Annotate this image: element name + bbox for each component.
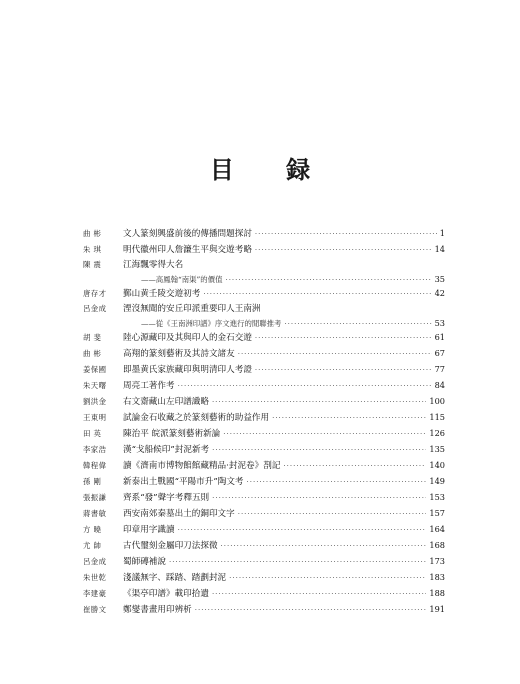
toc-page-number: 61 (434, 332, 445, 342)
toc-leader-dots (212, 442, 426, 458)
toc-title: ——從《王南洲印譜》序文進行的閒聯推考 (141, 319, 282, 328)
toc-author: 崔勝文 (83, 605, 107, 614)
toc-leader-dots (212, 586, 426, 602)
toc-author: 李建豪 (83, 589, 107, 598)
toc-row (83, 345, 445, 361)
toc-author: 朱天曙 (83, 381, 107, 390)
toc-leader-dots (212, 394, 426, 410)
toc-row (83, 377, 445, 393)
toc-row (83, 425, 445, 441)
toc-row (83, 553, 445, 569)
toc-leader-dots (284, 318, 431, 330)
toc-author: 王東明 (83, 413, 107, 422)
toc-row (83, 489, 445, 505)
toc-leader-dots (178, 378, 432, 394)
toc-page-number: 14 (434, 244, 445, 254)
toc-page-number: 126 (429, 428, 445, 438)
toc-page-number: 191 (429, 604, 445, 614)
toc-leader-dots (223, 426, 426, 442)
toc-author: 曲 彬 (83, 229, 102, 238)
toc-title: 湮沒無聞的安丘印派重要印人王南洲 (123, 304, 261, 314)
toc-title: 漢“戈船候印”封泥新考 (123, 445, 210, 455)
toc-leader-dots (178, 522, 427, 538)
toc-page-number: 168 (429, 540, 445, 550)
toc-title: 淺議無字、踩踏、踏劃封泥 (123, 573, 227, 583)
toc-title: 高翔的篆刻藝術及其詩文諸友 (123, 349, 235, 359)
toc-author: 韓程偉 (83, 461, 107, 470)
toc-page-number: 149 (429, 476, 445, 486)
toc-leader-dots (238, 346, 432, 362)
toc-author: 胡 斐 (83, 333, 102, 342)
toc-subtitle-row (83, 317, 445, 329)
toc-author: 田 英 (83, 429, 102, 438)
toc-row (83, 361, 445, 377)
toc-page-number: 100 (429, 396, 445, 406)
toc-title: 試論金石收藏之於篆刻藝術的助益作用 (123, 413, 270, 423)
toc-title: 周亮工著作考 (123, 381, 175, 391)
toc-page-number: 135 (429, 444, 445, 454)
toc-author: 孫 剛 (83, 477, 102, 486)
toc-title: 鄭燮書畫用印辨析 (123, 605, 192, 615)
toc-page-number: 140 (429, 460, 445, 470)
toc-row (83, 241, 445, 257)
toc-title: 江海飄零得大名 (123, 260, 184, 270)
toc-author: 李家浩 (83, 445, 107, 454)
toc-row (83, 473, 445, 489)
page-title: 目 録 (209, 155, 333, 184)
toc-row (83, 601, 445, 617)
toc-author: 朱世乾 (83, 573, 107, 582)
toc-page-number: 67 (434, 348, 445, 358)
toc-author: 張振謙 (83, 493, 107, 502)
toc-title: 古代璽刻金屬印刀法探微 (123, 541, 218, 551)
toc-page-number: 77 (434, 364, 445, 374)
toc-leader-dots (221, 538, 427, 554)
toc-title: 文人篆刻興盛前後的傳播問題探討 (123, 229, 252, 239)
toc-row (83, 393, 445, 409)
toc-leader-dots (255, 330, 432, 346)
toc-author: 陳 震 (83, 260, 102, 269)
toc-leader-dots (238, 506, 427, 522)
toc-leader-dots (247, 474, 427, 490)
toc-author: 呂金成 (83, 557, 107, 566)
toc-row (83, 409, 445, 425)
toc-author: 姜保國 (83, 365, 107, 374)
toc-row (83, 225, 445, 241)
toc-page-number: 173 (429, 556, 445, 566)
toc-row (83, 257, 445, 273)
toc-author: 呂金成 (83, 304, 107, 313)
toc-title: 《渠亭印譜》載印拾遺 (123, 589, 209, 599)
toc-row (83, 569, 445, 585)
toc-leader-dots (255, 362, 432, 378)
toc-title: 新泰出土戰國“平陽市升”陶文考 (123, 477, 244, 487)
toc-row (83, 585, 445, 601)
toc-page-number: 35 (434, 274, 445, 284)
toc-row (83, 285, 445, 301)
toc-title: 陸心源藏印及其與印人的金石交遊 (123, 333, 252, 343)
toc-leader-dots (195, 602, 427, 618)
toc-row (83, 537, 445, 553)
toc-title: 齊系“發”聲字考釋五則 (123, 493, 210, 503)
toc-leader-dots (169, 554, 426, 570)
toc-author: 曲 彬 (83, 349, 102, 358)
toc-leader-dots (283, 458, 426, 474)
toc-title: 蜀師磚補說 (123, 557, 166, 567)
toc-leader-dots (272, 410, 426, 426)
toc-author: 尤 帥 (83, 541, 102, 550)
toc-page-number: 53 (434, 318, 445, 328)
toc-title: 鄞山黄壬陵交遊初考 (123, 289, 201, 299)
table-of-contents (83, 225, 445, 617)
toc-title: 右文齋藏山左印譜識略 (123, 397, 209, 407)
toc-row (83, 301, 445, 317)
toc-title: 明代徽州印人詹濂生平與交遊考略 (123, 245, 252, 255)
toc-page-number: 164 (429, 524, 445, 534)
toc-title: 讀《濟南市博物館館藏精品·封泥卷》剳記 (123, 461, 281, 471)
toc-leader-dots (225, 274, 431, 286)
toc-page-number: 153 (429, 492, 445, 502)
toc-author: 唐存才 (83, 289, 107, 298)
toc-page-number: 183 (429, 572, 445, 582)
toc-page-number: 115 (429, 412, 445, 422)
toc-page-number: 157 (429, 508, 445, 518)
toc-page-number: 84 (434, 380, 445, 390)
toc-author: 朱 琪 (83, 245, 102, 254)
toc-leader-dots (229, 570, 426, 586)
toc-author: 蔣書敏 (83, 509, 107, 518)
toc-row (83, 441, 445, 457)
toc-page-number: 188 (429, 588, 445, 598)
toc-author: 方 曉 (83, 525, 102, 534)
toc-row (83, 521, 445, 537)
toc-title: 陳治平 皖派篆刻藝術新論 (123, 429, 221, 439)
toc-row (83, 505, 445, 521)
toc-page-number: 42 (434, 288, 445, 298)
toc-page-number: 1 (439, 228, 445, 238)
toc-author: 劉洪金 (83, 397, 107, 406)
toc-row (83, 457, 445, 473)
toc-title: 西安南郊秦墓出土的銅印文字 (123, 509, 235, 519)
toc-leader-dots (212, 490, 426, 506)
toc-title: ——高鳳翰“南渠”的價值 (141, 275, 223, 284)
toc-row (83, 329, 445, 345)
toc-title: 印章用字識讀 (123, 525, 175, 535)
toc-leader-dots (203, 286, 431, 302)
toc-subtitle-row (83, 273, 445, 285)
toc-leader-dots (255, 226, 437, 242)
toc-title: 即墨黄氏家族藏印與明清印人考證 (123, 365, 252, 375)
toc-leader-dots (255, 242, 432, 258)
